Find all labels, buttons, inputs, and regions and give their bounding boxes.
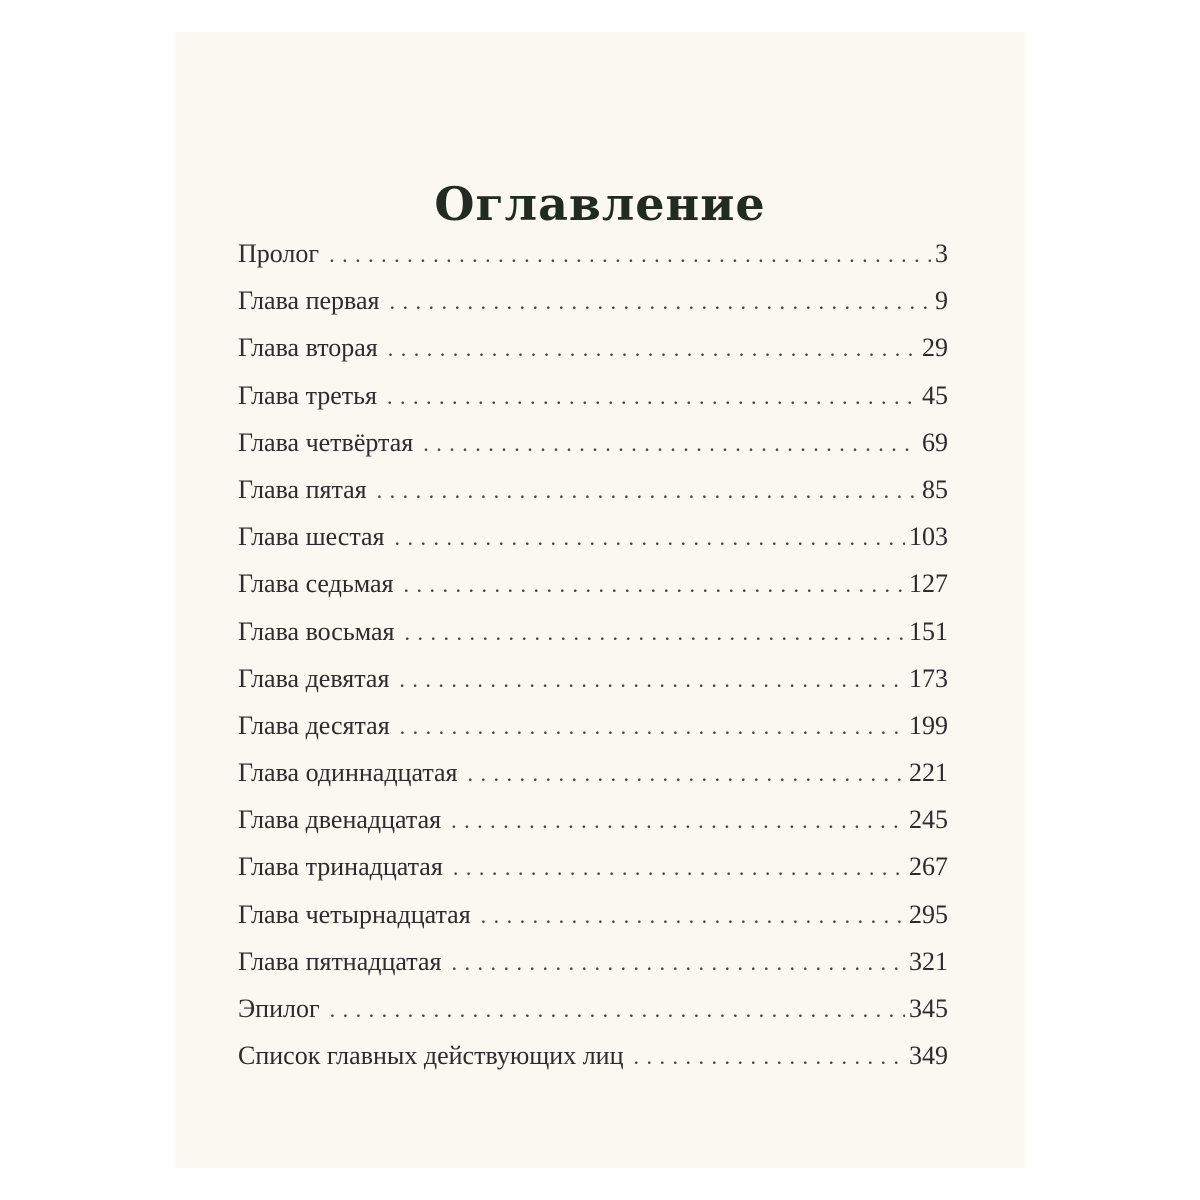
toc-entry-label: Глава пятая [238,474,367,504]
toc-entry-page-number: 173 [909,663,948,693]
toc-entry [238,655,948,702]
dot-leader [387,372,918,419]
toc-entry-label: Пролог [238,239,320,268]
toc-entry-label: Глава седьмая [238,569,394,599]
toc-entry-label: Глава пятнадцатая [238,946,442,976]
dot-leader [389,277,931,324]
toc-entry [238,324,948,371]
toc-entry [238,1032,948,1079]
toc-entry-page-number: 345 [909,994,948,1023]
toc-entry-label: Глава третья [238,380,377,410]
toc-entry-page-number: 29 [922,333,948,363]
toc-entry-label: Глава четырнадцатая [238,899,471,929]
toc-entry [238,702,948,749]
toc-entry-label: Глава шестая [238,522,385,552]
toc-entry-label: Эпилог [238,994,320,1023]
dot-leader [453,843,905,890]
page-title: Оглавление [434,176,766,231]
dot-leader [329,230,931,277]
dot-leader [399,655,905,702]
toc-entry-label: Глава первая [238,286,380,316]
toc-entry-page-number: 127 [909,569,948,599]
toc-entry-label: Список главных действующих лиц [238,1041,624,1071]
toc-entry-page-number: 245 [909,805,948,835]
dot-leader [423,419,918,466]
dot-leader [395,513,906,560]
toc-entry [238,372,948,419]
table-of-contents [238,230,948,1079]
toc-entry-page-number: 349 [909,1041,948,1071]
dot-leader [634,1032,906,1079]
toc-entry [238,419,948,466]
dot-leader [451,796,905,843]
toc-entry-label: Глава одиннадцатая [238,758,458,788]
toc-entry [238,749,948,796]
toc-entry-page-number: 221 [909,758,948,788]
toc-entry-label: Глава тринадцатая [238,852,443,882]
toc-entry-label: Глава четвёртая [238,427,414,457]
toc-entry-page-number: 103 [909,522,948,552]
book-page [175,32,1025,1168]
toc-entry [238,985,948,1032]
dot-leader [403,560,905,607]
dot-leader [468,749,905,796]
toc-entry-page-number: 151 [909,616,948,646]
toc-entry-page-number: 45 [922,380,948,410]
toc-entry [238,796,948,843]
toc-entry [238,466,948,513]
toc-entry-page-number: 69 [922,427,948,457]
dot-leader [400,702,905,749]
dot-leader [404,608,905,655]
toc-entry [238,843,948,890]
toc-entry [238,938,948,985]
toc-entry-label: Глава девятая [238,663,390,693]
toc-entry-page-number: 295 [909,899,948,929]
toc-entry-label: Глава десятая [238,710,390,740]
toc-entry-page-number: 3 [935,239,948,268]
toc-entry-page-number: 85 [922,474,948,504]
dot-leader [377,466,918,513]
toc-entry-label: Глава восьмая [238,616,395,646]
toc-entry [238,891,948,938]
dot-leader [388,324,918,371]
toc-entry [238,560,948,607]
toc-entry-page-number: 321 [909,946,948,976]
toc-entry [238,513,948,560]
toc-entry-label: Глава вторая [238,333,378,363]
toc-entry [238,230,948,277]
dot-leader [330,985,905,1032]
toc-entry [238,277,948,324]
toc-entry-label: Глава двенадцатая [238,805,442,835]
toc-entry-page-number: 9 [935,286,948,316]
dot-leader [481,891,905,938]
toc-entry-page-number: 267 [909,852,948,882]
toc-entry-page-number: 199 [909,710,948,740]
dot-leader [451,938,905,985]
toc-entry [238,608,948,655]
